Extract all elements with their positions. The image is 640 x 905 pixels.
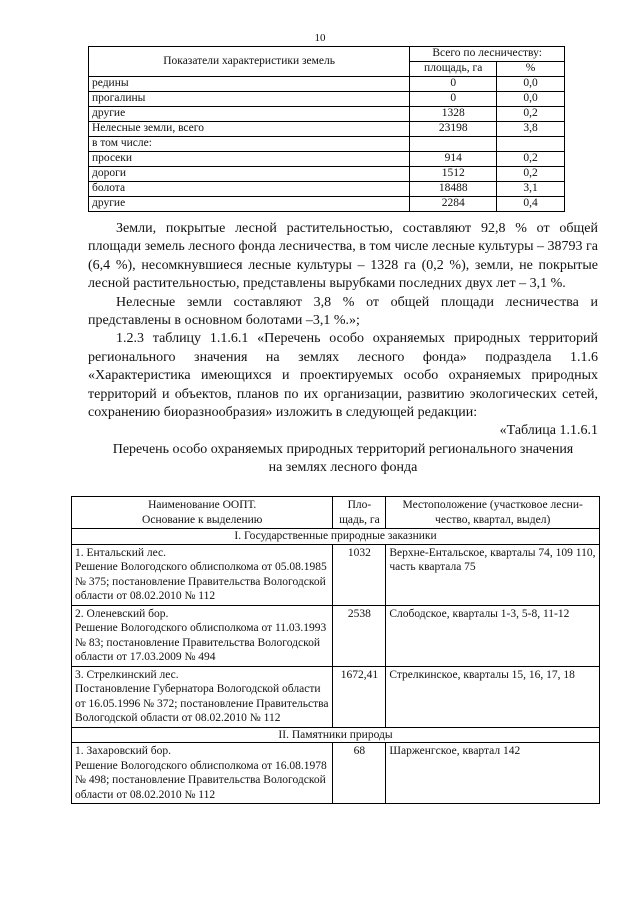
land-name: болота [89, 182, 410, 197]
land-name: дороги [89, 167, 410, 182]
header-name-line1: Наименование ООПТ. [148, 499, 257, 511]
land-name: Нелесные земли, всего [89, 122, 410, 137]
paragraph-forest-cover: Земли, покрытые лесной растительностью, составляют 92,8 % от общей площади земель лесного фонда лесничества, в том числе лесные культуры – 38793 га (6,4 %), несомкнувшиеся лесные культуры – 1328 га (0,2 %), земли, не покрытые лесной растительностью, представлены вырубками последних двух лет – 3,1 %. [88, 221, 598, 292]
oopt-title: 1. Захаровский бор. [75, 745, 172, 757]
land-name: другие [89, 107, 410, 122]
paragraph-nonforest: Нелесные земли составляют 3,8 % от общей площади лесничества и представлены в основном болотами –3,1 %.»; [88, 294, 598, 329]
oopt-title: 1. Ентальский лес. [75, 546, 167, 559]
paragraph-amendment: 1.2.3 таблицу 1.1.6.1 «Перечень особо охраняемых природных территорий регионального значения на землях лесного фонда» подраздела 1.1.6 «Характеристика имеющихся и проектируемых особо охраняемых природных территорий и объектов, планов по их организации, развитию экологических сетей, сохранению биоразнообразия» изложить в следующей редакции: [88, 331, 598, 421]
section-heading: II. Памятники природы [72, 727, 600, 743]
oopt-location: Стрелкинское, кварталы 15, 16, 17, 18 [386, 666, 600, 727]
table-row [89, 152, 565, 167]
oopt-area: 2538 [333, 605, 386, 666]
table-row [72, 605, 600, 666]
section-heading: I. Государственные природные заказники [72, 529, 600, 545]
land-pct: 0,0 [497, 92, 565, 107]
land-area: 914 [410, 152, 497, 167]
table-row [89, 182, 565, 197]
land-pct: 0,2 [497, 152, 565, 167]
land-area [410, 137, 497, 152]
oopt-basis: Решение Вологодского облисполкома от 05.08.1985 № 375; постановление Правительства Вологодской области от 08.02.2010 № 112 [75, 561, 327, 602]
table-row [89, 107, 565, 122]
table-row [89, 167, 565, 182]
table-row [89, 92, 565, 107]
table-row [72, 743, 600, 804]
oopt-name [72, 605, 333, 666]
header-name-line2: Основание к выделению [142, 513, 263, 526]
table-title-line2: на землях лесного фонда [268, 460, 418, 476]
header-name [72, 497, 333, 529]
land-area: 1328 [410, 107, 497, 122]
land-name: прогалины [89, 92, 410, 107]
header-indicator: Показатели характеристики земель [89, 47, 410, 77]
oopt-name [72, 544, 333, 605]
land-area: 0 [410, 92, 497, 107]
page-number: 10 [314, 32, 326, 44]
land-pct: 3,1 [497, 182, 565, 197]
header-total: Всего по лесничеству: [410, 47, 565, 62]
land-area: 2284 [410, 197, 497, 212]
oopt-area: 68 [333, 743, 386, 804]
oopt-table [71, 496, 600, 804]
oopt-title: 3. Стрелкинский лес. [75, 668, 179, 681]
oopt-basis: Решение Вологодского облисполкома от 16.08.1978 № 498; постановление Правительства Вологодской области от 08.02.2010 № 112 [75, 759, 327, 801]
land-area: 0 [410, 77, 497, 92]
oopt-name [72, 666, 333, 727]
oopt-area: 1032 [333, 544, 386, 605]
table-row [89, 197, 565, 212]
oopt-location: Верхне-Ентальское, кварталы 74, 109 110, часть квартала 75 [386, 544, 600, 605]
table-row [89, 122, 565, 137]
land-area: 18488 [410, 182, 497, 197]
table-row [72, 544, 600, 605]
table-row [72, 666, 600, 727]
header-location [386, 497, 600, 529]
land-pct: 0,2 [497, 167, 565, 182]
oopt-location: Шарженгское, квартал 142 [386, 743, 600, 804]
oopt-name [72, 743, 333, 804]
land-pct: 0,0 [497, 77, 565, 92]
header-pct: % [497, 62, 565, 77]
land-name: просеки [89, 152, 410, 167]
table-row [89, 137, 565, 152]
table-row [89, 77, 565, 92]
land-pct [497, 137, 565, 152]
oopt-basis: Постановление Губернатора Вологодской области от 16.05.1996 № 372; постановление Правительства Вологодской области от 08.02.2010 № 112 [75, 683, 329, 724]
land-area: 23198 [410, 122, 497, 137]
land-pct: 0,4 [497, 197, 565, 212]
land-pct: 0,2 [497, 107, 565, 122]
oopt-area: 1672,41 [333, 666, 386, 727]
land-name: в том числе: [89, 137, 410, 152]
land-characteristics-table [88, 46, 565, 212]
header-location-line1: Местоположение (участковое лесни- [402, 499, 583, 511]
land-pct: 3,8 [497, 122, 565, 137]
oopt-title: 2. Оленевский бор. [75, 607, 169, 620]
header-area: площадь, га [410, 62, 497, 77]
table-label: «Таблица 1.1.6.1 [499, 423, 598, 439]
oopt-basis: Решение Вологодского облисполкома от 11.03.1993 № 83; постановление Правительства Вологодской области от 17.03.2009 № 494 [75, 622, 327, 663]
land-area: 1512 [410, 167, 497, 182]
oopt-location: Слободское, кварталы 1-3, 5-8, 11-12 [386, 605, 600, 666]
header-area-line1: Пло- [347, 499, 372, 511]
table-title-line1: Перечень особо охраняемых природных территорий регионального значения [112, 441, 574, 457]
body-text [88, 220, 598, 478]
header-area-line2: щадь, га [339, 513, 380, 526]
header-location-line2: чество, квартал, выдел) [435, 513, 551, 526]
land-name: другие [89, 197, 410, 212]
land-name: редины [89, 77, 410, 92]
header-area [333, 497, 386, 529]
